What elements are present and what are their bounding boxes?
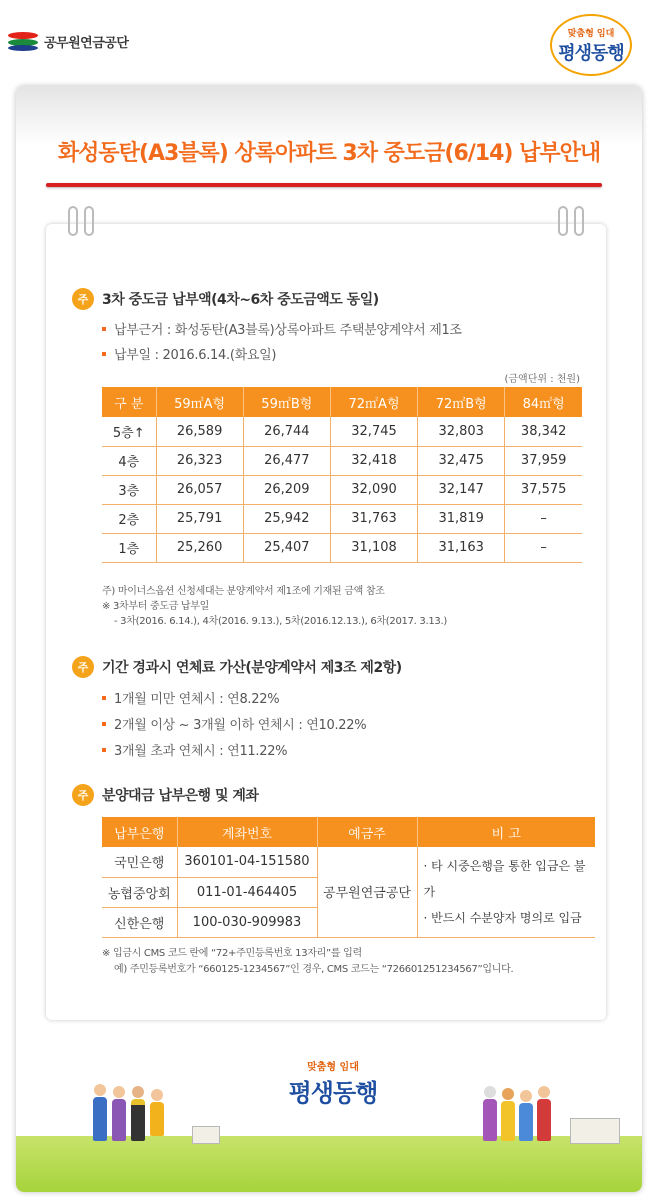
bank-name-cell: 국민은행 [102,847,177,877]
section-title: 분양대금 납부은행 및 계좌 [102,788,259,804]
table-cell: 2층 [102,504,156,533]
table-cell: 32,090 [330,475,417,504]
brand-title: 평생동행 [558,42,624,64]
brand-subtitle: 맞춤형 임대 [567,28,615,39]
table-row [102,533,582,562]
table-cell: 4층 [102,446,156,475]
section-bullet-icon: 주 [72,656,94,678]
org-logo[interactable] [8,30,128,52]
table-cell: 25,260 [156,533,243,562]
brand-badge [550,14,632,76]
list-item [102,688,279,707]
bullet-icon [102,722,106,726]
notice-card [46,224,606,1020]
table-row [102,504,582,533]
org-logo-icon [8,30,38,52]
list-item [102,344,276,363]
table-cell: 31,819 [418,504,505,533]
ground-illustration [16,1136,642,1192]
note-text: 예) 주민등록번호가 “660125-1234567”인 경우, CMS 코드는 “726601251234567”입니다. [114,964,514,975]
table-header: 구 분 [102,387,156,417]
table-cell: 37,575 [505,475,582,504]
note-text: ※ 입금시 CMS 코드 란에 “72+주민등록번호 13자리”를 입력 [102,948,362,959]
table-cell: 3층 [102,475,156,504]
table-header: 84㎡형 [505,387,582,417]
table-row [102,475,582,504]
list-item-text: 납부근거 : 화성동탄(A3블록)상록아파트 주택분양계약서 제1조 [114,323,462,338]
table-cell: 5층↑ [102,417,156,446]
list-item [102,714,366,733]
list-item [102,740,287,759]
table-cell: 25,791 [156,504,243,533]
section-title: 3차 중도금 납부액(4차~6차 중도금액도 동일) [102,292,379,308]
table-row [102,417,582,446]
account-holder-cell: 공무원연금공단 [317,847,417,937]
bullet-icon [102,352,106,356]
binder-ring-icon [574,206,584,236]
remark-text: · 반드시 수분양자 명의로 입금 [423,910,582,925]
list-item-text: 1개월 미만 연체시 : 연8.22% [114,692,280,707]
table-cell: 31,763 [330,504,417,533]
title-divider [46,183,602,187]
bullet-icon [102,748,106,752]
payment-table [102,387,582,563]
table-header: 납부은행 [102,817,177,847]
table-cell: 32,803 [418,417,505,446]
table-header-row [102,817,595,847]
section-bullet-icon: 주 [72,288,94,310]
table-header: 72㎡A형 [330,387,417,417]
bullet-icon [102,696,106,700]
table-cell: 26,744 [243,417,330,446]
table-cell: 32,418 [330,446,417,475]
table-row [102,847,595,877]
table-cell: – [505,504,582,533]
remark-cell [417,847,595,937]
note-text: - 3차(2016. 6.14.), 4차(2016. 9.13.), 5차(2016.12.13.), 6차(2017. 3.13.) [114,616,447,627]
house-icon [192,1126,220,1144]
table-cell: 25,942 [243,504,330,533]
footer-brand-subtitle: 맞춤형 임대 [307,1062,359,1073]
table-cell: 31,108 [330,533,417,562]
account-number-cell: 100-030-909983 [177,907,317,937]
binder-ring-icon [558,206,568,236]
bank-name-cell: 신한은행 [102,907,177,937]
footer-brand-title: 평생동행 [288,1079,378,1107]
binder-ring-icon [84,206,94,236]
table-header-row [102,387,582,417]
bank-account-table [102,817,595,938]
account-number-cell: 360101-04-151580 [177,847,317,877]
table-header: 예금주 [317,817,417,847]
list-item-text: 3개월 초과 연체시 : 연11.22% [114,744,288,759]
account-number-cell: 011-01-464405 [177,877,317,907]
table-cell: 1층 [102,533,156,562]
bank-name-cell: 농협중앙회 [102,877,177,907]
section-header [72,784,258,806]
page-title: 화성동탄(A3블록) 상록아파트 3차 중도금(6/14) 납부안내 [57,141,601,166]
section-header [72,656,402,678]
table-cell: 25,407 [243,533,330,562]
list-item [102,319,462,338]
section-header [72,288,379,310]
bullet-icon [102,327,106,331]
binder-ring-icon [68,206,78,236]
table-cell: 26,057 [156,475,243,504]
notice-frame [16,86,642,1192]
table-header: 59㎡A형 [156,387,243,417]
section-title: 기간 경과시 연체료 가산(분양계약서 제3조 제2항) [102,660,402,676]
table-cell: 26,209 [243,475,330,504]
table-header: 72㎡B형 [418,387,505,417]
table-cell: 26,477 [243,446,330,475]
table-cell: 26,589 [156,417,243,446]
table-header: 59㎡B형 [243,387,330,417]
table-cell: 38,342 [505,417,582,446]
section-bullet-icon: 주 [72,784,94,806]
note-text: 주) 마이너스옵션 신청세대는 분양계약서 제1조에 기재된 금액 참조 [102,586,385,597]
note-text: ※ 3차부터 중도금 납부일 [102,601,210,612]
list-item-text: 납부일 : 2016.6.14.(화요일) [114,348,277,363]
remark-text: · 타 시중은행을 통한 입금은 불가 [423,858,586,899]
table-cell: 37,959 [505,446,582,475]
footer-brand [278,1046,388,1120]
table-cell: – [505,533,582,562]
list-item-text: 2개월 이상 ~ 3개월 이하 연체시 : 연10.22% [114,718,367,733]
town-icon [570,1118,620,1144]
table-cell: 26,323 [156,446,243,475]
table-header: 비 고 [417,817,595,847]
table-cell: 32,147 [418,475,505,504]
unit-label: (금액단위 : 천원) [504,374,580,385]
table-header: 계좌번호 [177,817,317,847]
org-name: 공무원연금공단 [44,35,129,51]
table-row [102,446,582,475]
table-cell: 32,745 [330,417,417,446]
table-cell: 31,163 [418,533,505,562]
table-cell: 32,475 [418,446,505,475]
